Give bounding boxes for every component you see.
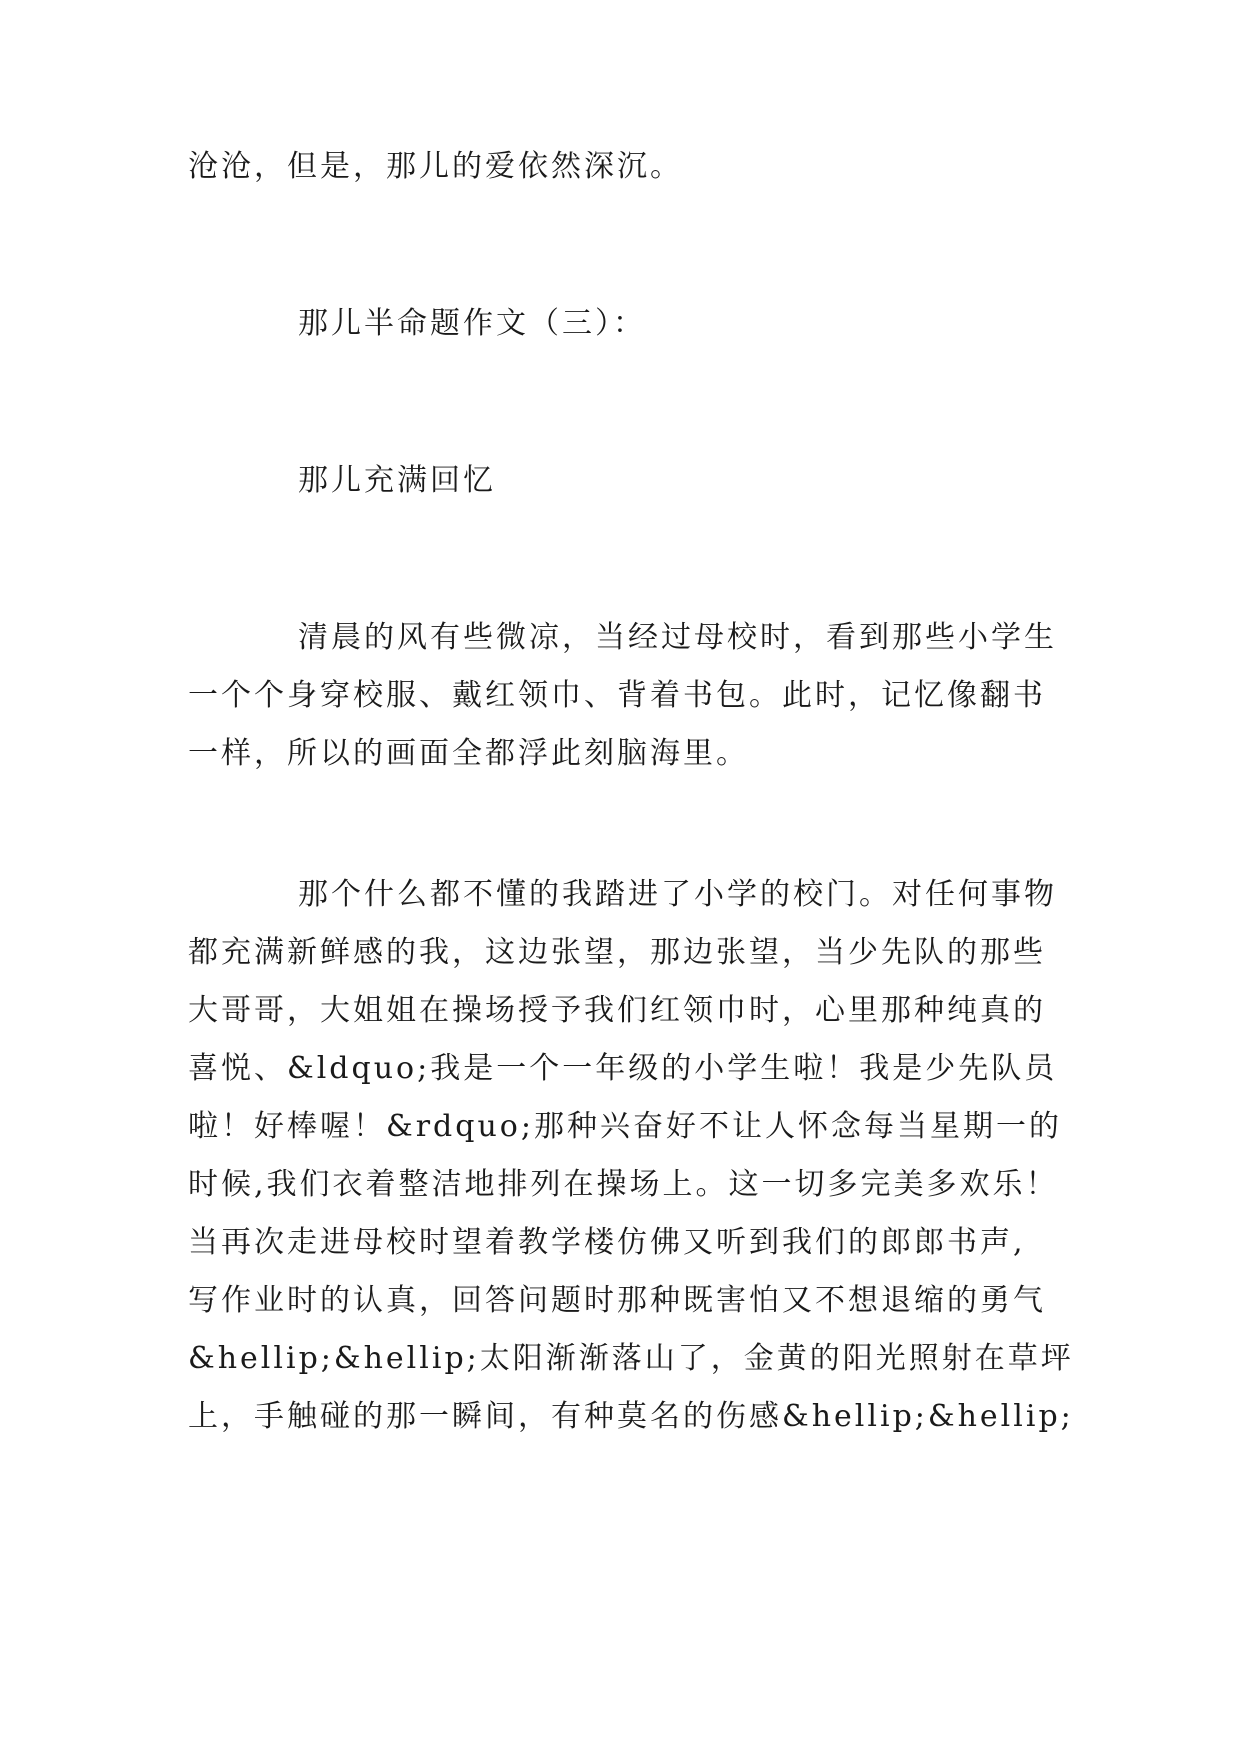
paragraph-line: 啦！好棒喔！&rdquo;那种兴奋好不让人怀念每当星期一的 <box>188 1109 1062 1144</box>
paragraph-line: 沧沧，但是，那儿的爱依然深沉。 <box>188 149 683 184</box>
section-heading <box>188 295 1058 353</box>
continued-paragraph <box>188 138 1058 196</box>
paragraph-line: &hellip;&hellip;太阳渐渐落山了，金黄的阳光照射在草坪 <box>188 1341 1074 1376</box>
paragraph-line: 当再次走进母校时望着教学楼仿佛又听到我们的郎郎书声, <box>188 1225 1026 1260</box>
paragraph-line: 一样，所以的画面全都浮此刻脑海里。 <box>188 736 749 771</box>
paragraph-line: 一个个身穿校服、戴红领巾、背着书包。此时，记忆像翻书 <box>188 678 1046 713</box>
essay-title <box>188 452 1058 510</box>
paragraph-line: 时候,我们衣着整洁地排列在操场上。这一切多完美多欢乐！ <box>188 1167 1059 1202</box>
paragraph-line: 大哥哥，大姐姐在操场授予我们红领巾时，心里那种纯真的 <box>188 993 1046 1028</box>
paragraph-2 <box>188 866 1074 1446</box>
paragraph-line: 都充满新鲜感的我，这边张望，那边张望，当少先队的那些 <box>188 935 1046 970</box>
paragraph-line: 写作业时的认真，回答问题时那种既害怕又不想退缩的勇气 <box>188 1283 1046 1318</box>
section-heading-text: 那儿半命题作文（三）： <box>298 306 646 341</box>
paragraph-1 <box>188 609 1058 783</box>
essay-title-text: 那儿充满回忆 <box>298 463 496 498</box>
paragraph-line: 那个什么都不懂的我踏进了小学的校门。对任何事物 <box>298 877 1057 912</box>
paragraph-line: 清晨的风有些微凉，当经过母校时，看到那些小学生 <box>298 620 1057 655</box>
paragraph-line: 上，手触碰的那一瞬间，有种莫名的伤感&hellip;&hellip; <box>188 1399 1074 1434</box>
paragraph-line: 喜悦、&ldquo;我是一个一年级的小学生啦！我是少先队员 <box>188 1051 1058 1086</box>
